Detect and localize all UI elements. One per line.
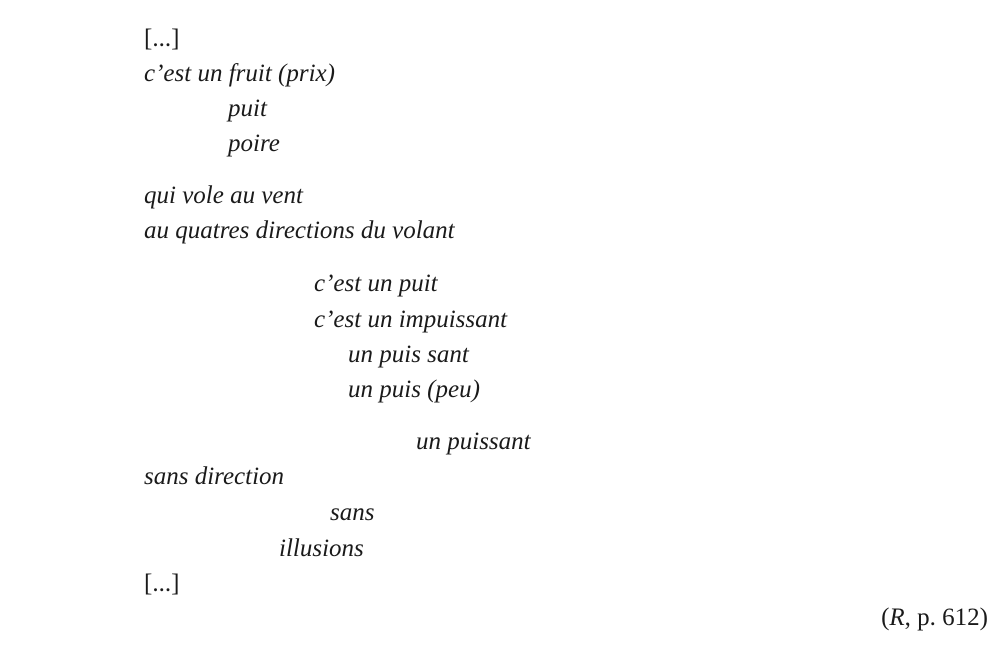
citation-page: , p. 612) bbox=[904, 604, 988, 631]
verse-line: illusions bbox=[279, 535, 364, 562]
verse-line: puit bbox=[228, 95, 267, 122]
verse-line: poire bbox=[228, 130, 280, 157]
verse-line: un puis sant bbox=[348, 341, 469, 368]
ellipsis-end: [...] bbox=[144, 570, 180, 597]
verse-line: sans bbox=[330, 499, 375, 526]
verse-line: c’est un puit bbox=[314, 270, 438, 297]
verse-line: au quatres directions du volant bbox=[144, 217, 455, 244]
verse-line: un puis (peu) bbox=[348, 376, 480, 403]
citation-open: ( bbox=[881, 604, 890, 631]
verse-line: c’est un impuissant bbox=[314, 306, 508, 333]
verse-line: c’est un fruit (prix) bbox=[144, 60, 335, 87]
citation-source: R bbox=[889, 604, 905, 631]
verse-line: un puissant bbox=[416, 428, 531, 455]
ellipsis-start: [...] bbox=[144, 25, 180, 52]
verse-line: qui vole au vent bbox=[144, 182, 303, 209]
verse-line: sans direction bbox=[144, 463, 285, 490]
source-citation bbox=[881, 603, 988, 633]
